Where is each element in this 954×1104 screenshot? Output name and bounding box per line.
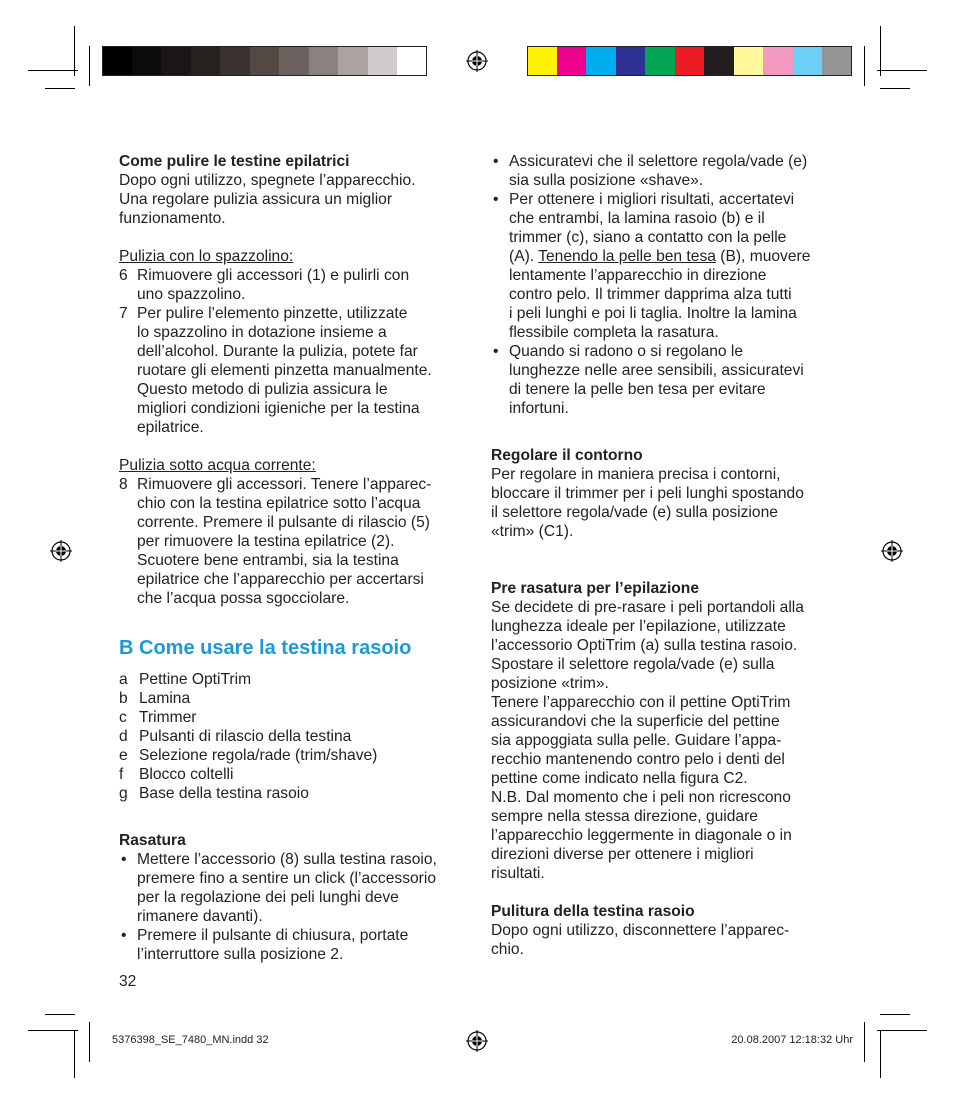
right-column (491, 152, 851, 959)
crop-mark (880, 88, 910, 89)
text-line: funzionamento. (119, 210, 226, 227)
crop-mark (28, 1030, 78, 1031)
part-item (119, 784, 469, 803)
bullet-list (119, 850, 469, 964)
page-number: 32 (119, 973, 137, 990)
text-line: Mettere l’accessorio (8) sulla testina rasoio, (137, 851, 437, 868)
text-line: lunghezze nelle aree sensibili, assicuratevi (509, 362, 804, 379)
text-line: chio. (491, 941, 524, 958)
item-number: 8 (119, 476, 128, 493)
crop-mark (74, 1030, 75, 1078)
part-label: Pettine OptiTrim (139, 671, 252, 688)
part-label: Selezione regola/rade (trim/shave) (139, 747, 378, 764)
parts-list (119, 670, 469, 803)
item-number: 7 (119, 305, 128, 322)
registration-mark-icon (466, 1030, 488, 1052)
text-line: pettine come indicato nella figura C2. (491, 770, 748, 787)
numbered-list (119, 266, 469, 437)
crop-mark (880, 1030, 881, 1078)
text-line: assicurandovi che la superficie del pettine (491, 713, 780, 730)
text-line: per rimuovere la testina epilatrice (2). (137, 533, 395, 550)
numbered-item (119, 266, 469, 304)
paragraph (119, 171, 469, 228)
text-line: di tenere la pelle ben tesa per evitare (509, 381, 766, 398)
text-line: Una regolare pulizia assicura un miglior (119, 191, 393, 208)
text-line: che entrambi, la lamina rasoio (b) e il (509, 210, 765, 227)
bullet-item: • Assicuratevi che il selettore regola/vade (e) sia sulla posizione «shave». (491, 152, 851, 190)
numbered-item (119, 475, 469, 608)
registration-mark-icon (466, 50, 488, 72)
footer-file-info: 5376398_SE_7480_MN.indd 32 (112, 1034, 269, 1046)
crop-mark (877, 1030, 927, 1031)
text-line: sia appoggiata sulla pelle. Guidare l’appa- (491, 732, 782, 749)
bullet-item: • Premere il pulsante di chiusura, portate l’interruttore sulla posizione 2. (119, 926, 469, 964)
footer-timestamp: 20.08.2007 12:18:32 Uhr (731, 1034, 853, 1046)
part-item (119, 727, 469, 746)
crop-mark (45, 1014, 75, 1015)
text-line: «trim» (C1). (491, 523, 574, 540)
part-item (119, 689, 469, 708)
left-column (119, 152, 469, 964)
text-line: sia sulla posizione «shave». (509, 172, 704, 189)
part-letter: e (119, 747, 128, 764)
part-item (119, 708, 469, 727)
crop-mark (74, 26, 75, 76)
section-heading: Pulitura della testina rasoio (491, 903, 695, 920)
crop-mark (45, 88, 75, 89)
text-line: Rimuovere gli accessori (1) e pulirli con (137, 267, 410, 284)
text-line: lentamente l’apparecchio in direzione (509, 267, 767, 284)
text-line: Spostare il selettore regola/vade (e) sulla (491, 656, 775, 673)
section-heading: Pre rasatura per l’epilazione (491, 580, 700, 597)
section-heading: Come pulire le testine epilatrici (119, 153, 350, 170)
subheading: Pulizia con lo spazzolino: (119, 248, 294, 265)
text-line: Scuotere bene entrambi, sia la testina (137, 552, 399, 569)
part-label: Base della testina rasoio (139, 785, 309, 802)
bullet-item: • Mettere l’accessorio (8) sulla testina rasoio, premere fino a sentire un click (l’accessorio per la regolazione dei peli lunghi deve rimanere davanti). (119, 850, 469, 926)
text-line: dell’alcohol. Durante la pulizia, potete far (137, 343, 418, 360)
text-line: Dopo ogni utilizzo, disconnettere l’apparec- (491, 922, 790, 939)
text-line: Rimuovere gli accessori. Tenere l’apparec- (137, 476, 432, 493)
text-line: contro pelo. Il trimmer dapprima alza tutti (509, 286, 792, 303)
text-line: Per pulire l’elemento pinzette, utilizzate (137, 305, 408, 322)
crop-mark (89, 46, 90, 86)
text-line: Questo metodo di pulizia assicura le (137, 381, 388, 398)
text-line: migliori condizioni igieniche per la testina (137, 400, 420, 417)
crop-mark (28, 70, 78, 71)
text-line: epilatrice. (137, 419, 204, 436)
part-label: Blocco coltelli (139, 766, 234, 783)
text-line: Assicuratevi che il selettore regola/vade (e) (509, 153, 808, 170)
part-label: Lamina (139, 690, 191, 707)
text-line: posizione «trim». (491, 675, 609, 692)
text-line: l’apparecchio leggermente in diagonale o in (491, 827, 792, 844)
text-line: l’accessorio OptiTrim (a) sulla testina rasoio. (491, 637, 798, 654)
crop-mark (864, 46, 865, 86)
crop-mark (89, 1022, 90, 1062)
text-line: Quando si radono o si regolano le (509, 343, 744, 360)
text-line: premere fino a sentire un click (l’accessorio (137, 870, 436, 887)
bullet-item: • Quando si radono o si regolano le lunghezze nelle aree sensibili, assicuratevi di tenere la pelle ben tesa per evitare infortuni. (491, 342, 851, 418)
chapter-title: B Come usare la testina rasoio (119, 637, 412, 659)
text-line: i peli lunghi e poi li taglia. Inoltre la lamina (509, 305, 797, 322)
text-line: risultati. (491, 865, 545, 882)
text-line: direzioni diverse per ottenere i migliori (491, 846, 754, 863)
part-label: Pulsanti di rilascio della testina (139, 728, 352, 745)
emphasis-underlined: Tenendo la pelle ben tesa (538, 248, 716, 265)
paragraph (491, 598, 851, 883)
crop-mark (864, 1022, 865, 1062)
part-label: Trimmer (139, 709, 197, 726)
section-heading: Regolare il contorno (491, 447, 643, 464)
part-item (119, 746, 469, 765)
part-letter: d (119, 728, 128, 745)
text-line: rimanere davanti). (137, 908, 263, 925)
numbered-item (119, 304, 469, 437)
text-line: bloccare il trimmer per i peli lunghi spostando (491, 485, 804, 502)
text-line: Per ottenere i migliori risultati, accertatevi (509, 191, 795, 208)
text-line: N.B. Dal momento che i peli non ricrescono (491, 789, 791, 806)
paragraph (491, 921, 851, 959)
crop-mark (880, 1014, 910, 1015)
text-line: il selettore regola/vade (e) sulla posizione (491, 504, 778, 521)
text-line: lo spazzolino in dotazione insieme a (137, 324, 387, 341)
part-letter: g (119, 785, 128, 802)
section-heading: Rasatura (119, 832, 186, 849)
text-line: corrente. Premere il pulsante di rilascio (5) (137, 514, 430, 531)
bullet-item: • Per ottenere i migliori risultati, accertatevi che entrambi, la lamina rasoio (b) e il trimmer (c), siano a contatto con la pelle (A). Tenendo la pelle ben tesa (B), muovere lentamente l’apparecchio in direzione contro pelo. Il trimmer dapprima alza tutti i peli lunghi e poi li taglia. Inoltre la lamina flessibile completa la rasatura. (491, 190, 851, 342)
text-line: chio con la testina epilatrice sotto l’acqua (137, 495, 421, 512)
part-letter: a (119, 671, 128, 688)
text-line: infortuni. (509, 400, 569, 417)
paragraph (491, 465, 851, 541)
item-number: 6 (119, 267, 128, 284)
subheading: Pulizia sotto acqua corrente: (119, 457, 316, 474)
text-line: Tenere l’apparecchio con il pettine OptiTrim (491, 694, 791, 711)
part-letter: f (119, 766, 124, 783)
part-letter: c (119, 709, 127, 726)
crop-mark (877, 70, 927, 71)
registration-mark-icon (881, 540, 903, 562)
text-line: Se decidete di pre-rasare i peli portandoli alla (491, 599, 804, 616)
text-line: l’interruttore sulla posizione 2. (137, 946, 344, 963)
text-line: uno spazzolino. (137, 286, 246, 303)
text-line: sempre nella stessa direzione, guidare (491, 808, 758, 825)
registration-mark-icon (50, 540, 72, 562)
text-line: flessibile completa la rasatura. (509, 324, 719, 341)
text-line: trimmer (c), siano a contatto con la pelle (509, 229, 787, 246)
numbered-list (119, 475, 469, 608)
text-line: recchio mantenendo contro pelo i denti del (491, 751, 785, 768)
crop-mark (880, 26, 881, 76)
part-item (119, 765, 469, 784)
text-line: ruotare gli elementi pinzetta manualmente. (137, 362, 432, 379)
text-line: per la regolazione dei peli lunghi deve (137, 889, 399, 906)
text-line: lunghezza ideale per l’epilazione, utilizzate (491, 618, 786, 635)
part-item (119, 670, 469, 689)
text-line: epilatrice che l’apparecchio per accertarsi (137, 571, 424, 588)
text-line: Per regolare in maniera precisa i contorni, (491, 466, 781, 483)
part-letter: b (119, 690, 128, 707)
text-line: che l’acqua possa sgocciolare. (137, 590, 350, 607)
text-line: Dopo ogni utilizzo, spegnete l’apparecchio. (119, 172, 416, 189)
text-line: Premere il pulsante di chiusura, portate (137, 927, 409, 944)
